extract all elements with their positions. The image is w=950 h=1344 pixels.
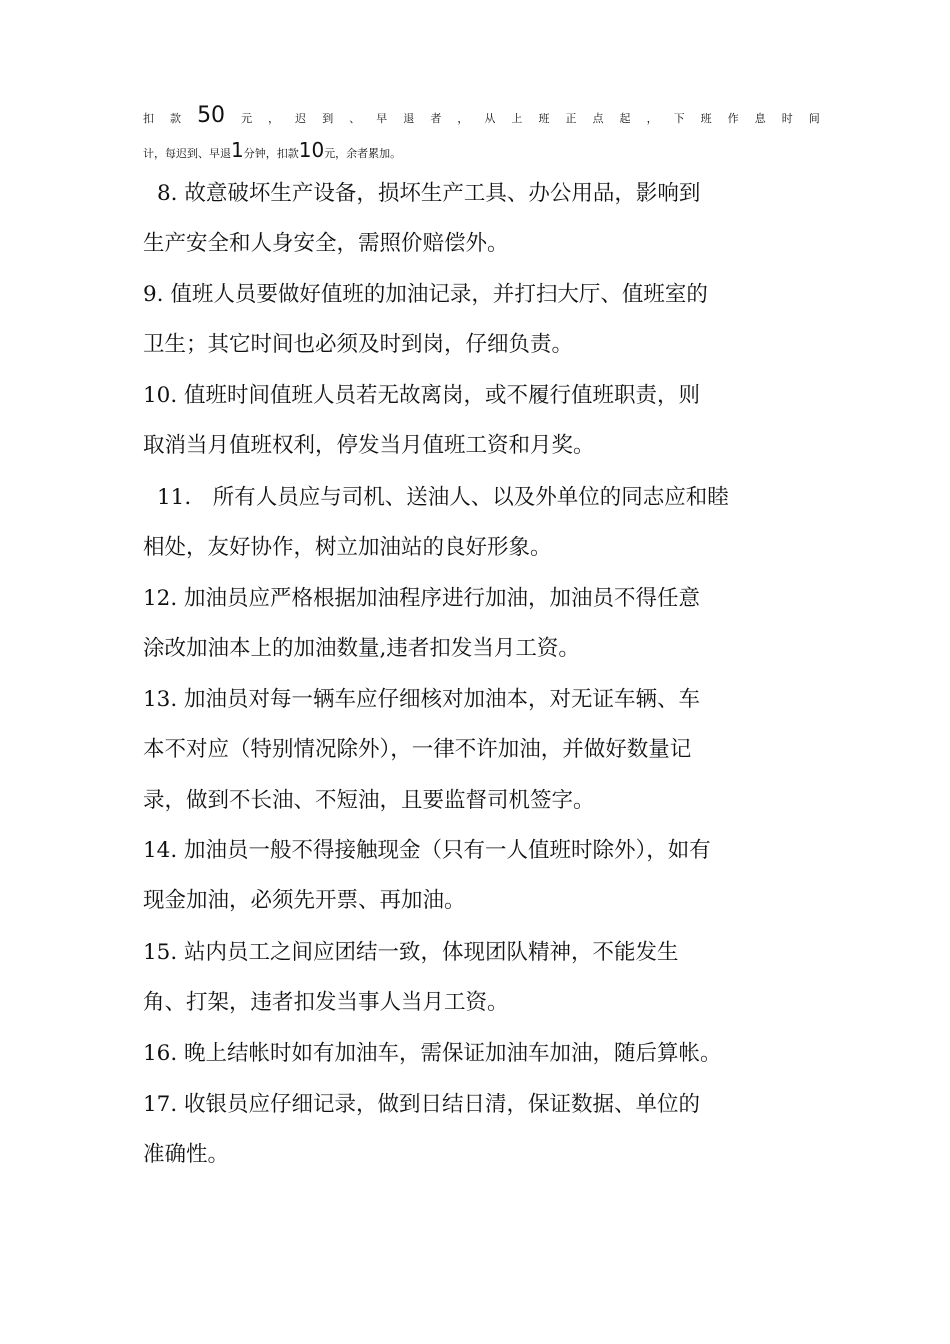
item-14-line-2: 现金加油，必须先开票、再加油。 [143,888,466,913]
rule-char: 扣 [143,112,154,125]
item-8-line-2: 生产安全和人身安全，需照价赔偿外。 [143,231,509,256]
rule-char: 50 [197,103,226,128]
rule-char: 班 [538,112,550,125]
item-10-line-1: 10. 值班时间值班人员若无故离岗，或不履行值班职责，则 [143,383,701,408]
item-15-line-1: 15. 站内员工之间应团结一致，体现团队精神，不能发生 [143,940,679,965]
item-13-line-2: 本不对应（特别情况除外），一律不许加油，并做好数量记 [143,737,692,762]
rule-char: 从 [484,112,496,125]
item-12-line-1: 12. 加油员应严格根据加油程序进行加油，加油员不得任意 [143,586,701,611]
rule-char: 下 [673,112,685,125]
item-9-line-1: 9. 值班人员要做好值班的加油记录，并打扫大厅、值班室的 [143,282,708,307]
rule-number-minutes: 1 [231,138,244,162]
rule-char: 时 [781,112,793,125]
rule-text-c: 元，余者累加。 [324,147,402,160]
rule-char: 退 [403,112,415,125]
rule-char: 者 [430,112,442,125]
item-8-line-1: 8. 故意破坏生产设备，损坏生产工具、办公用品，影响到 [157,181,701,206]
rule-char: 迟 [295,112,307,125]
item-13-line-3: 录，做到不长油、不短油，且要监督司机签字。 [143,788,595,813]
rule-char: 正 [565,112,577,125]
rule-char: ， [268,112,280,125]
rule-char: 元 [241,112,253,125]
rule-char: 早 [376,112,388,125]
item-14-line-1: 14. 加油员一般不得接触现金（只有一人值班时除外），如有 [143,838,711,863]
rule-char: 款 [170,112,182,125]
rule-text-a: 计，每迟到、早退 [143,147,231,160]
item-9-line-2: 卫生；其它时间也必须及时到岗，仔细负责。 [143,332,574,357]
item-11-line-2: 相处，友好协作，树立加油站的良好形象。 [143,535,552,560]
rule-continuation-line-1 [143,103,820,129]
rule-char: 间 [808,112,820,125]
item-10-line-2: 取消当月值班权利，停发当月值班工资和月奖。 [143,433,595,458]
rule-text-b: 分钟，扣款 [243,147,299,160]
rule-char: ， [457,112,469,125]
item-17-line-2: 准确性。 [143,1142,230,1167]
rule-continuation-line-2 [143,140,820,164]
rule-char: 作 [727,112,739,125]
rule-char: 起 [619,112,631,125]
rule-number-amount: 10 [298,138,325,162]
item-12-line-2: 涂改加油本上的加油数量,违者扣发当月工资。 [143,636,580,661]
item-17-line-1: 17. 收银员应仔细记录，做到日结日清，保证数据、单位的 [143,1092,701,1117]
item-15-line-2: 角、打架，违者扣发当事人当月工资。 [143,990,509,1015]
rule-char: 到 [322,112,334,125]
rule-char: 班 [700,112,712,125]
item-11-line-1: 11. 所有人员应与司机、送油人、以及外单位的同志应和睦 [157,485,729,510]
rule-char: 上 [511,112,523,125]
rule-char: 息 [754,112,766,125]
rule-char: 点 [592,112,604,125]
rule-char: 、 [349,112,361,125]
item-16-line-1: 16. 晚上结帐时如有加油车，需保证加油车加油，随后算帐。 [143,1041,722,1066]
rule-char: ， [646,112,658,125]
item-13-line-1: 13. 加油员对每一辆车应仔细核对加油本，对无证车辆、车 [143,687,701,712]
